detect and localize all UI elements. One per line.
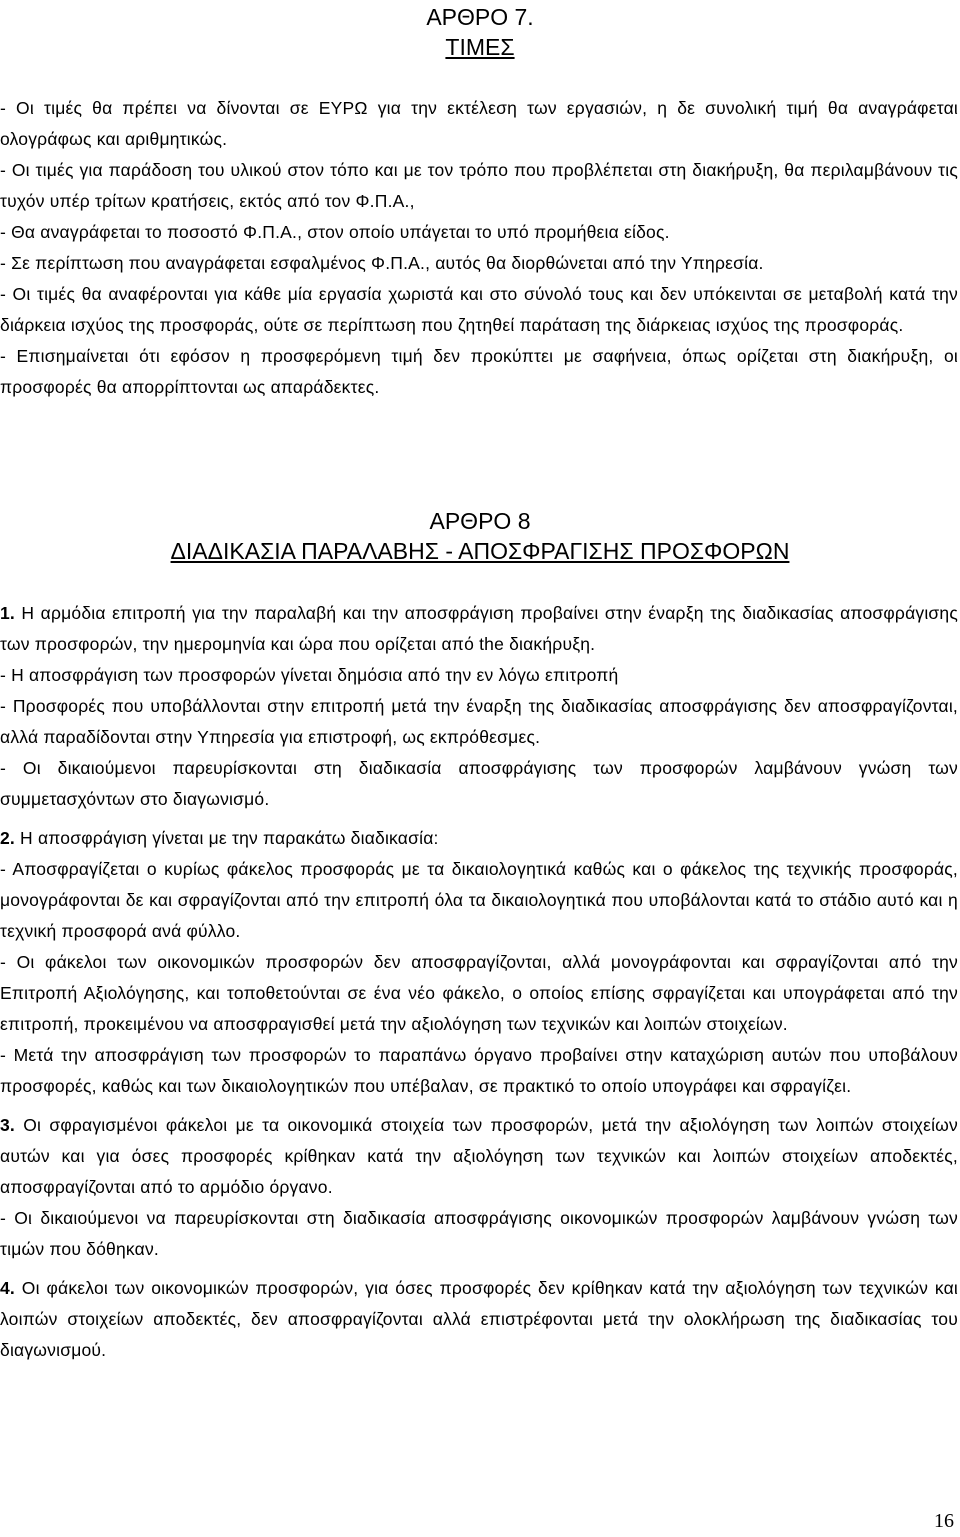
page-number: 16: [934, 1510, 954, 1532]
article-7-title: ΤΙΜΕΣ: [445, 34, 515, 60]
section-number: 2.: [0, 828, 15, 848]
paragraph-text: - Οι φάκελοι των οικονομικών προσφορών δεν αποσφραγίζονται, αλλά μονογράφονται και σφραγίζονται από την Επιτροπή Αξιολόγησης, και τοποθετούνται σε ένα νέο φάκελο, ο οποίος επίσης σφραγίζεται και υπογράφεται από την επιτροπή, προκειμένου να αποσφραγισθεί μετά την αξιολόγηση των τεχνικών και λοιπών στοιχείων.: [0, 952, 958, 1034]
paragraph-text: - Μετά την αποσφράγιση των προσφορών το παραπάνω όργανο προβαίνει στην καταχώριση αυτών που υποβάλουν προσφορές, καθώς και των δικαιολογητικών που υπέβαλαν, σε πρακτικό το οποίο υπογράφει και σφραγίζει.: [0, 1045, 958, 1096]
section-number: 1.: [0, 603, 15, 623]
article-8-paragraph: [0, 947, 958, 1040]
paragraph-text: Η αποσφράγιση γίνεται με την παρακάτω διαδικασία:: [15, 828, 439, 848]
article-7-paragraph: - Οι τιμές θα αναφέρονται για κάθε μία εργασία χωριστά και στο σύνολό τους και δεν υπόκεινται σε μεταβολή κατά την διάρκεια ισχύος της προσφοράς, ούτε σε περίπτωση που ζητηθεί παράταση της διάρκειας ισχύος της προσφοράς.: [0, 284, 958, 335]
paragraph-text: - Οι δικαιούμενοι να παρευρίσκονται στη διαδικασία αποσφράγισης οικονομικών προσφορών λαμβάνουν γνώση των τιμών που δόθηκαν.: [0, 1208, 958, 1259]
article-7-body: [0, 93, 958, 403]
article-8-paragraph: [0, 854, 958, 947]
article-8-paragraph: [0, 691, 958, 753]
section-number: 4.: [0, 1278, 15, 1298]
section-number: 3.: [0, 1115, 15, 1135]
article-7-paragraph: - Σε περίπτωση που αναγράφεται εσφαλμένος Φ.Π.Α., αυτός θα διορθώνεται από την Υπηρεσία.: [0, 253, 764, 273]
paragraph-text: - Οι δικαιούμενοι παρευρίσκονται στη διαδικασία αποσφράγισης των προσφορών λαμβάνουν γνώση των συμμετασχόντων στο διαγωνισμό.: [0, 758, 958, 809]
article-8-paragraph: [0, 598, 958, 660]
paragraph-text: - Προσφορές που υποβάλλονται στην επιτροπή μετά την έναρξη της διαδικασίας αποσφράγισης δεν αποσφραγίζονται, αλλά παραδίδονται στην Υπηρεσία για επιστροφή, ως εκπρόθεσμες.: [0, 696, 958, 747]
article-8-paragraph: [0, 1110, 958, 1203]
article-8-heading: [0, 506, 960, 566]
article-8-paragraph: [0, 1040, 958, 1102]
paragraph-text: Οι σφραγισμένοι φάκελοι με τα οικονομικά στοιχεία των προσφορών, μετά την αξιολόγηση των λοιπών στοιχείων αυτών και για όσες προσφορές κρίθηκαν κατά την αξιολόγηση των τεχνικών και λοιπών στοιχείων αποδεκτές, αποσφραγίζονται από το αρμόδιο όργανο.: [0, 1115, 958, 1197]
article-7-paragraph: - Οι τιμές για παράδοση του υλικού στον τόπο και με τον τρόπο που προβλέπεται στη διακήρυξη, θα περιλαμβάνουν τις τυχόν υπέρ τρίτων κρατήσεις, εκτός από τον Φ.Π.Α.,: [0, 160, 958, 211]
article-8-number: ΑΡΘΡΟ 8: [429, 508, 531, 534]
article-8-paragraph: [0, 1203, 958, 1265]
article-7-paragraph: - Θα αναγράφεται το ποσοστό Φ.Π.Α., στον οποίο υπάγεται το υπό προμήθεια είδος.: [0, 222, 670, 242]
article-7-paragraph: - Οι τιμές θα πρέπει να δίνονται σε ΕΥΡΩ για την εκτέλεση των εργασιών, η δε συνολική τιμή θα αναγράφεται ολογράφως και αριθμητικώς.: [0, 98, 958, 149]
article-7-number: ΑΡΘΡΟ 7.: [426, 4, 534, 30]
article-7-paragraph: - Επισημαίνεται ότι εφόσον η προσφερόμενη τιμή δεν προκύπτει με σαφήνεια, όπως ορίζεται στη διακήρυξη, οι προσφορές θα απορρίπτονται ως απαράδεκτες.: [0, 346, 958, 397]
paragraph-text: Η αρμόδια επιτροπή για την παραλαβή και την αποσφράγιση προβαίνει στην έναρξη της διαδικασίας αποσφράγισης των προσφορών, την ημερομηνία και ώρα που ορίζεται από the διακήρυξη.: [0, 603, 958, 654]
article-7-heading: [0, 2, 960, 62]
article-8-paragraph: [0, 753, 958, 815]
paragraph-text: - Αποσφραγίζεται ο κυρίως φάκελος προσφοράς με τα δικαιολογητικά καθώς και ο φάκελος της τεχνικής προσφοράς, μονογράφονται δε και σφραγίζονται από την επιτροπή όλα τα δικαιολογητικά που υποβάλονται κατά το στάδιο αυτό και η τεχνική προσφορά ανά φύλλο.: [0, 859, 958, 941]
article-8-body: [0, 598, 958, 1366]
article-8-paragraph: [0, 660, 958, 691]
article-8-paragraph: [0, 823, 958, 854]
article-8-paragraph: [0, 1273, 958, 1366]
article-8-title: ΔΙΑΔΙΚΑΣΙΑ ΠΑΡΑΛΑΒΗΣ - ΑΠΟΣΦΡΑΓΙΣΗΣ ΠΡΟΣΦΟΡΩΝ: [170, 538, 790, 564]
paragraph-text: Οι φάκελοι των οικονομικών προσφορών, για όσες προσφορές δεν κρίθηκαν κατά την αξιολόγηση των τεχνικών και λοιπών στοιχείων αποδεκτές, δεν αποσφραγίζονται αλλά επιστρέφονται μετά την ολοκλήρωση της διαδικασίας του διαγωνισμού.: [0, 1278, 958, 1360]
paragraph-text: - Η αποσφράγιση των προσφορών γίνεται δημόσια από την εν λόγω επιτροπή: [0, 665, 619, 685]
